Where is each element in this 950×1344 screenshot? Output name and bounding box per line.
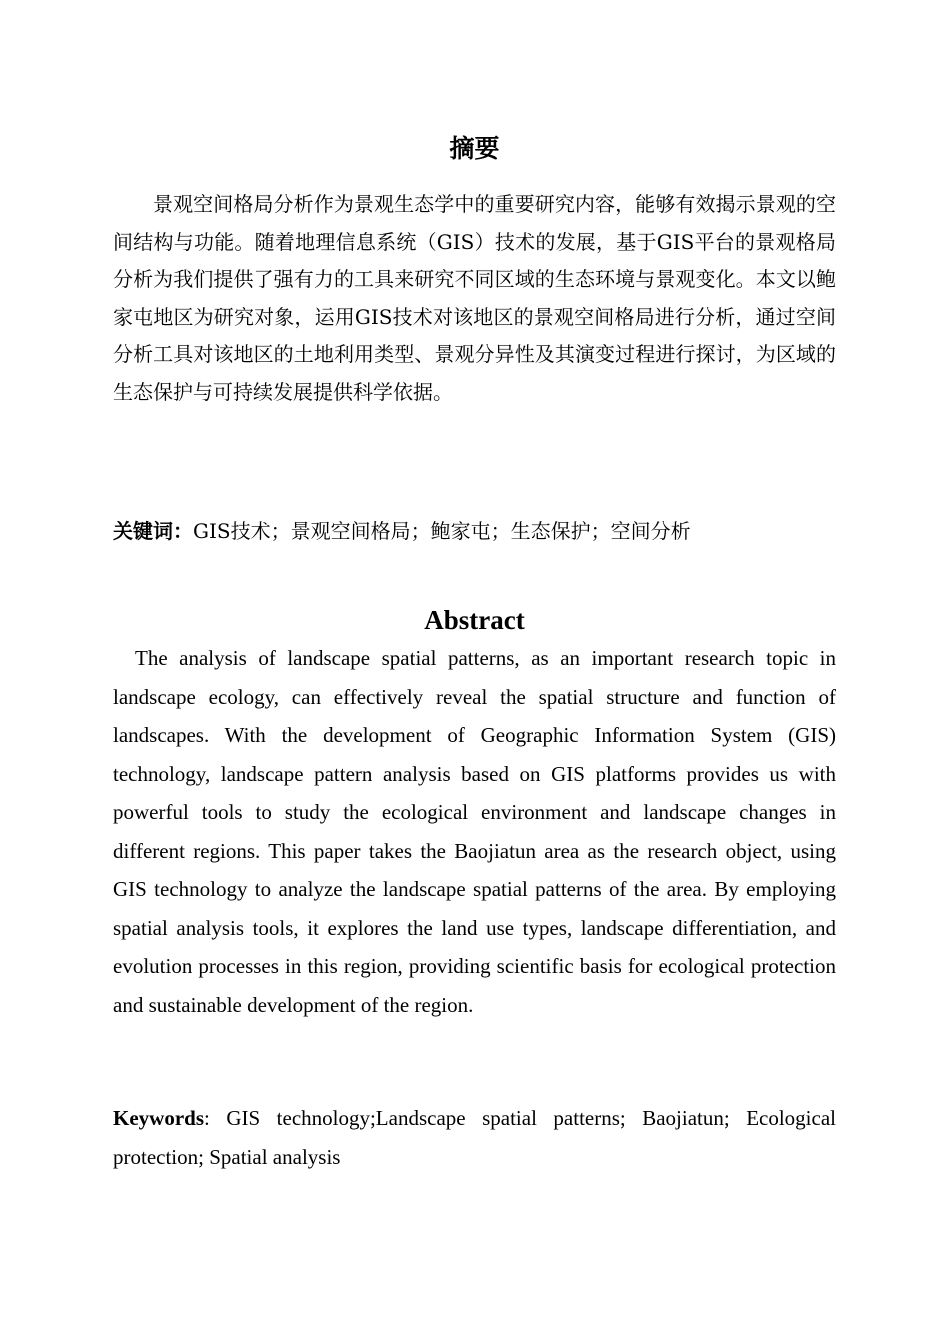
english-keywords [113, 1099, 836, 1176]
paper-page [113, 0, 836, 1344]
english-keywords-list: : GIS technology;Landscape spatial patterns; Baojiatun; Ecological protection; Spatial analysis [113, 1106, 836, 1169]
chinese-abstract-title: 摘要 [449, 134, 500, 163]
english-abstract-body: The analysis of landscape spatial patterns, as an important research topic in landscape ecology, can effectively reveal the spatial structure and function of landscapes. With the development of Geographic Information System (GIS) technology, landscape pattern analysis based on GIS platforms provides us with powerful tools to study the ecological environment and landscape changes in different regions. This paper takes the Baojiatun area as the research object, using GIS technology to analyze the landscape spatial patterns of the area. By employing spatial analysis tools, it explores the land use types, landscape differentiation, and evolution processes in this region, providing scientific basis for ecological protection and sustainable development of the region. [113, 646, 836, 1017]
chinese-keywords-list: GIS技术；景观空间格局；鲍家屯；生态保护；空间分析 [193, 519, 691, 543]
chinese-keywords-label: 关键词： [113, 519, 193, 543]
chinese-keywords [113, 513, 836, 550]
chinese-abstract-body: 景观空间格局分析作为景观生态学中的重要研究内容，能够有效揭示景观的空间结构与功能。随着地理信息系统（GIS）技术的发展，基于GIS平台的景观格局分析为我们提供了强有力的工具来研究不同区域的生态环境与景观变化。本文以鲍家屯地区为研究对象，运用GIS技术对该地区的景观空间格局进行分析，通过空间分析工具对该地区的土地利用类型、景观分异性及其演变过程进行探讨，为区域的生态保护与可持续发展提供科学依据。 [113, 192, 836, 404]
english-keywords-label: Keywords [113, 1106, 204, 1130]
english-abstract-title: Abstract [424, 605, 525, 635]
